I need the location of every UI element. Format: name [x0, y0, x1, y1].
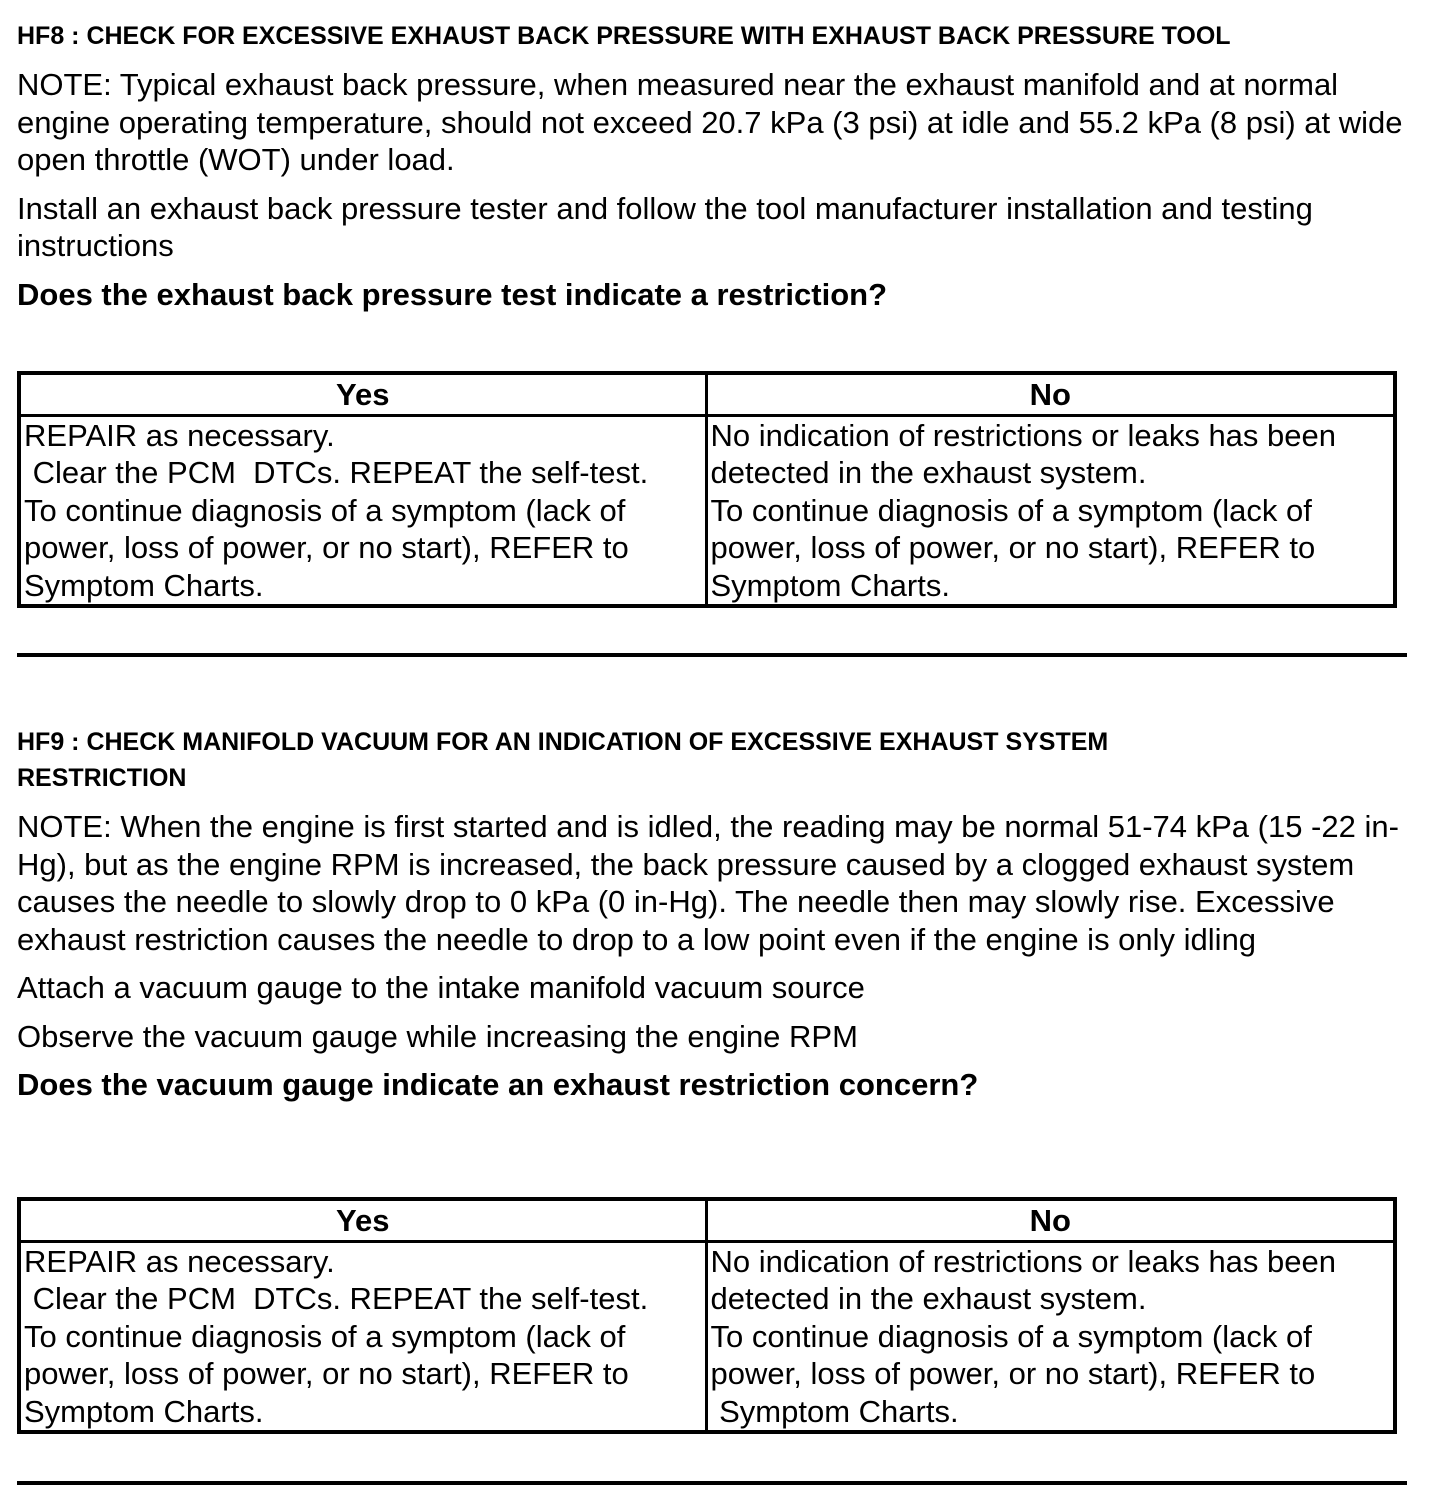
no-line: detected in the exhaust system. [710, 455, 1147, 490]
hf8-question: Does the exhaust back pressure test indicate a restriction? [17, 276, 888, 312]
hf8-result-table [17, 371, 1397, 608]
no-line: No indication of restrictions or leaks has been [710, 1243, 1336, 1279]
yes-line: Clear the PCM DTCs. REPEAT the self-test. [24, 455, 649, 490]
hf9-step-1: Attach a vacuum gauge to the intake manifold vacuum source [17, 970, 865, 1005]
yes-line: Symptom Charts. [24, 567, 264, 603]
yes-line: To continue diagnosis of a symptom (lack of [24, 1318, 626, 1354]
no-line: To continue diagnosis of a symptom (lack of [710, 1318, 1312, 1354]
yes-line: Clear the PCM DTCs. REPEAT the self-test. [24, 1281, 649, 1316]
no-header: No [706, 373, 1395, 415]
yes-header: Yes [19, 373, 706, 415]
hf9-note: NOTE: When the engine is first started and is idled, the reading may be normal 51-74 kPa (15 -22 in-Hg), but as the engine RPM is increased, the back pressure caused by a clogged exhaust system causes the needle to slowly drop to 0 kPa (0 in-Hg). The needle then may slowly rise. Excessive exhaust restriction causes the needle to drop to a low point even if the engine is only idling [17, 809, 1399, 957]
no-line: Symptom Charts. [710, 1393, 959, 1429]
table-row [19, 1241, 1395, 1432]
hf8-step-1: Install an exhaust back pressure tester and follow the tool manufacturer installation and testing instructions [17, 190, 1313, 263]
section-divider [17, 653, 1407, 657]
yes-cell [19, 1241, 706, 1432]
no-line: Symptom Charts. [710, 567, 950, 603]
hf9-question: Does the vacuum gauge indicate an exhaust restriction concern? [17, 1067, 979, 1102]
no-cell [706, 1241, 1395, 1432]
no-header: No [706, 1199, 1395, 1241]
hf8-heading: HF8 : CHECK FOR EXCESSIVE EXHAUST BACK PRESSURE WITH EXHAUST BACK PRESSURE TOOL [17, 22, 1231, 50]
yes-line: Symptom Charts. [24, 1393, 264, 1429]
yes-line: power, loss of power, or no start), REFER to [24, 1356, 629, 1391]
yes-line: REPAIR as necessary. [24, 417, 335, 453]
hf9-section [17, 724, 1407, 1104]
no-cell [706, 415, 1395, 606]
yes-line: power, loss of power, or no start), REFER to [24, 530, 629, 565]
hf8-note: NOTE: Typical exhaust back pressure, when measured near the exhaust manifold and at normal engine operating temperature, should not exceed 20.7 kPa (3 psi) at idle and 55.2 kPa (8 psi) at wide open throttle (WOT) under load. [17, 67, 1403, 177]
table-header-row [19, 373, 1395, 415]
yes-header: Yes [19, 1199, 706, 1241]
yes-line: REPAIR as necessary. [24, 1243, 335, 1279]
yes-line: To continue diagnosis of a symptom (lack of [24, 492, 626, 528]
no-line: power, loss of power, or no start), REFER to [710, 1356, 1316, 1391]
hf8-section [17, 18, 1407, 313]
no-line: detected in the exhaust system. [710, 1281, 1147, 1316]
hf9-result-table [17, 1197, 1397, 1434]
table-header-row [19, 1199, 1395, 1241]
table-row [19, 415, 1395, 606]
no-line: No indication of restrictions or leaks has been [710, 417, 1336, 453]
no-line: To continue diagnosis of a symptom (lack of [710, 492, 1312, 528]
hf9-heading: HF9 : CHECK MANIFOLD VACUUM FOR AN INDICATION OF EXCESSIVE EXHAUST SYSTEM RESTRICTION [17, 728, 1109, 792]
section-divider [17, 1481, 1407, 1485]
yes-cell [19, 415, 706, 606]
hf9-step-2: Observe the vacuum gauge while increasing the engine RPM [17, 1018, 858, 1054]
no-line: power, loss of power, or no start), REFER to [710, 530, 1316, 565]
